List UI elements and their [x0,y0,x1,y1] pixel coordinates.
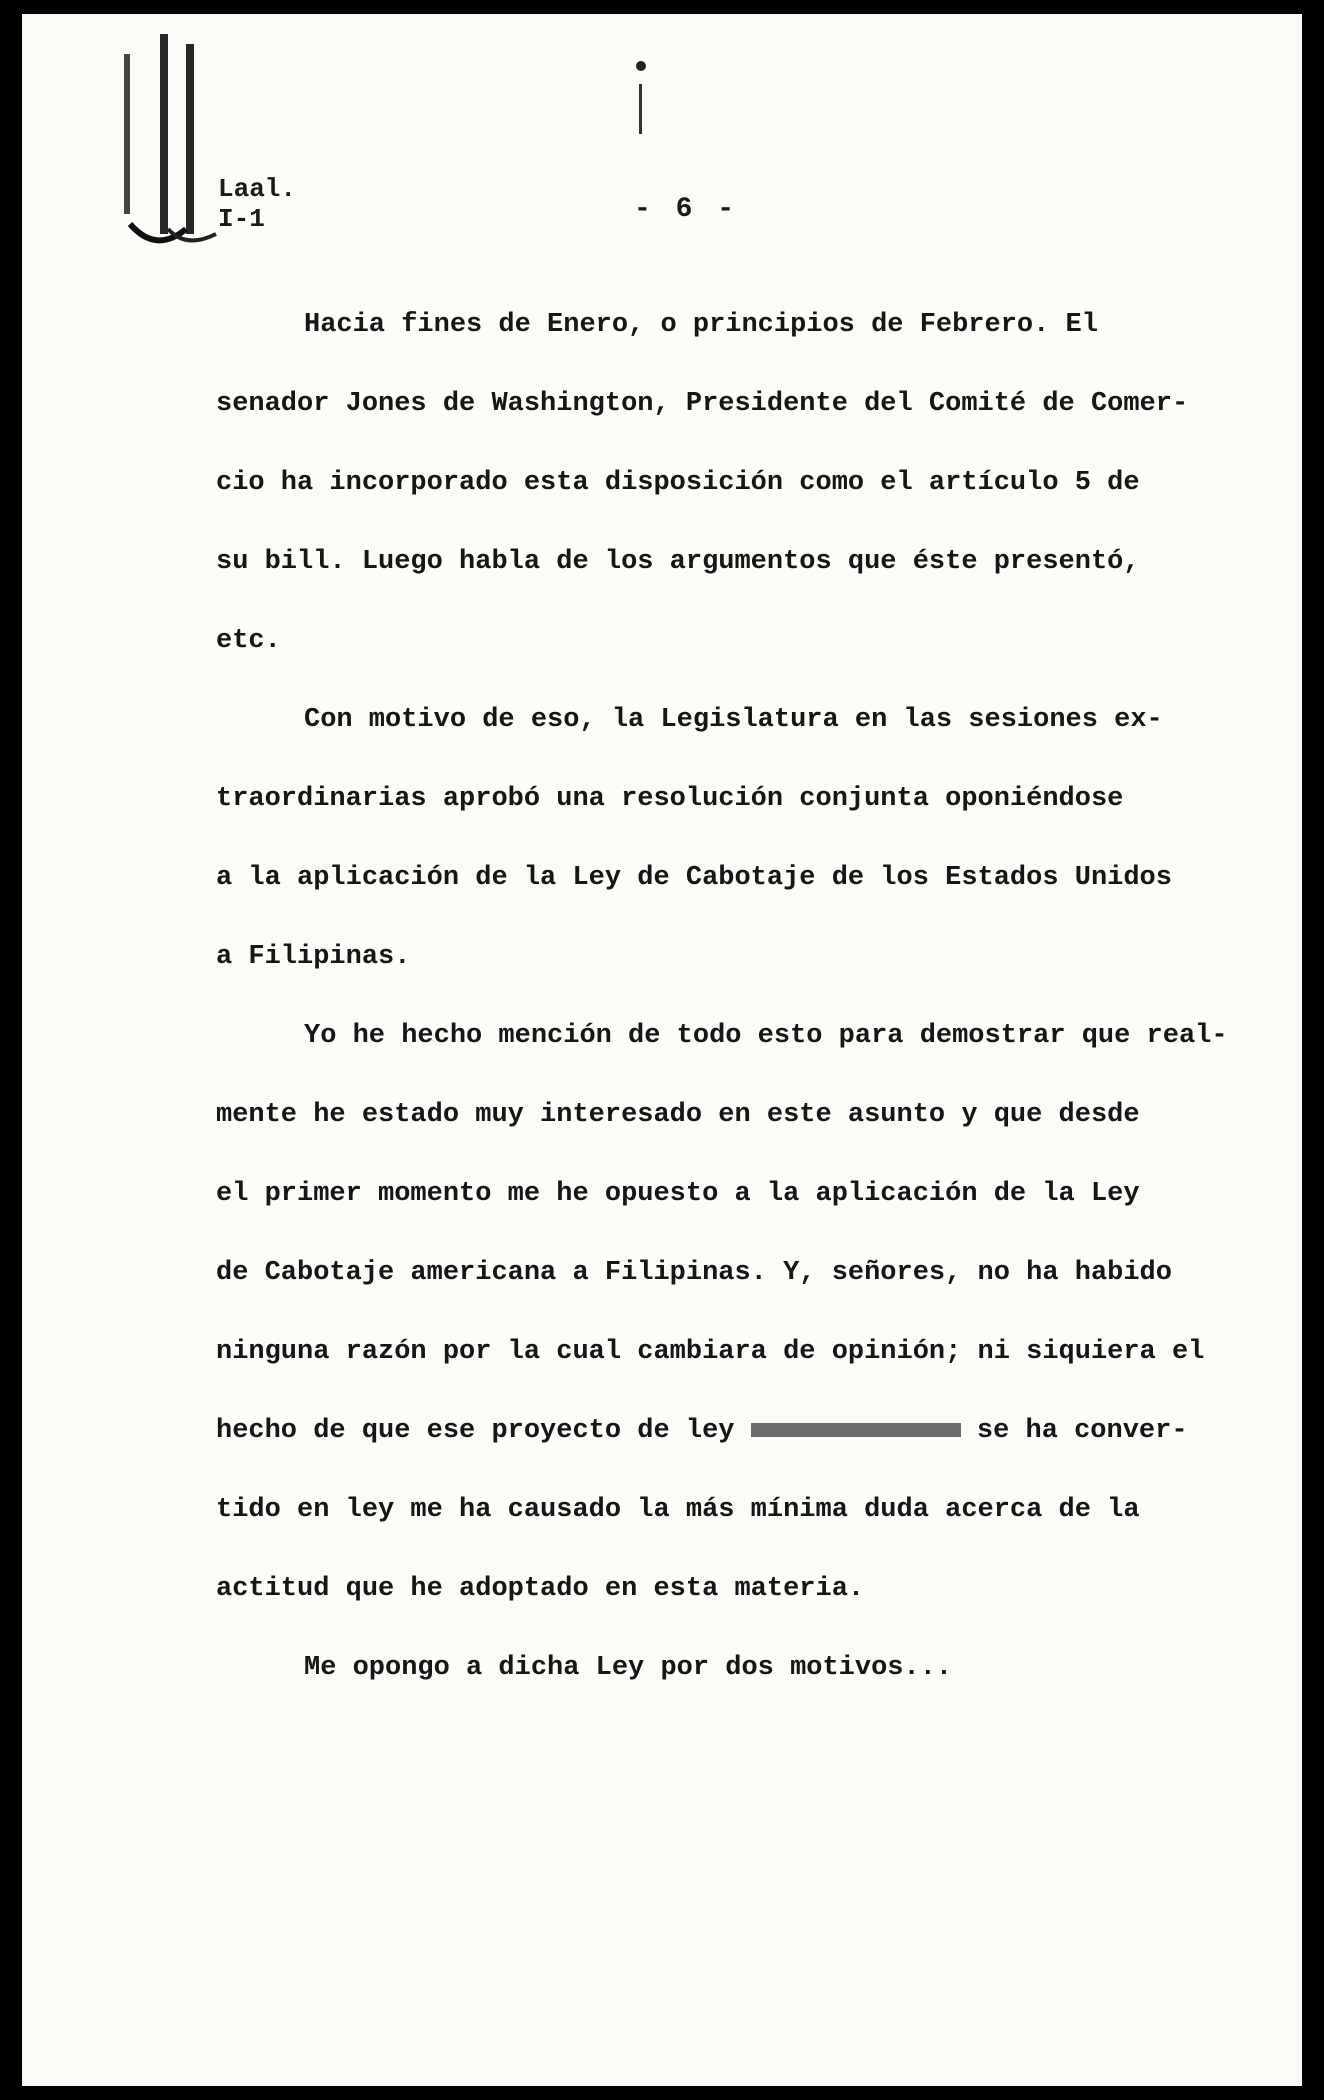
text-line: senador Jones de Washington, Presidente del Comité de Comer- [216,389,1189,419]
text-line: actitud que he adoptado en esta materia. [216,1574,865,1604]
text-segment: hecho de que ese proyecto de ley [216,1416,735,1446]
document-body [216,286,1226,1708]
text-line: de Cabotaje americana a Filipinas. Y, señores, no ha habido [216,1258,1172,1288]
text-line: tido en ley me ha causado la más mínima duda acerca de la [216,1495,1140,1525]
punch-hole-mark [634,54,648,144]
text-segment: se ha conver- [976,1416,1188,1446]
text-line: Me opongo a dicha Ley por dos motivos... [304,1653,953,1683]
text-line: ninguna razón por la cual cambiara de opinión; ni siquiera el [216,1337,1205,1367]
text-line: Hacia fines de Enero, o principios de Febrero. El [304,310,1098,340]
text-line: a la aplicación de la Ley de Cabotaje de los Estados Unidos [216,863,1172,893]
file-code-line2: I-1 [218,204,265,234]
document-page [22,14,1302,2086]
text-line: mente he estado muy interesado en este asunto y que desde [216,1100,1140,1130]
file-code [218,174,296,234]
text-line: cio ha incorporado esta disposición como el artículo 5 de [216,468,1140,498]
text-line: Yo he hecho mención de todo esto para demostrar que real- [304,1021,1228,1051]
file-code-line1: Laal. [218,174,297,204]
text-line: Con motivo de eso, la Legislatura en las sesiones ex- [304,705,1163,735]
text-line: su bill. Luego habla de los argumentos que éste presentó, [216,547,1140,577]
text-line: etc. [216,626,281,656]
text-line: el primer momento me he opuesto a la aplicación de la Ley [216,1179,1140,1209]
text-line: traordinarias aprobó una resolución conjunta oponiéndose [216,784,1124,814]
text-line: a Filipinas. [216,942,411,972]
struck-out-text [751,1423,961,1437]
page-number: - 6 - [634,194,739,225]
text-line-with-strikeout [216,1392,1226,1471]
